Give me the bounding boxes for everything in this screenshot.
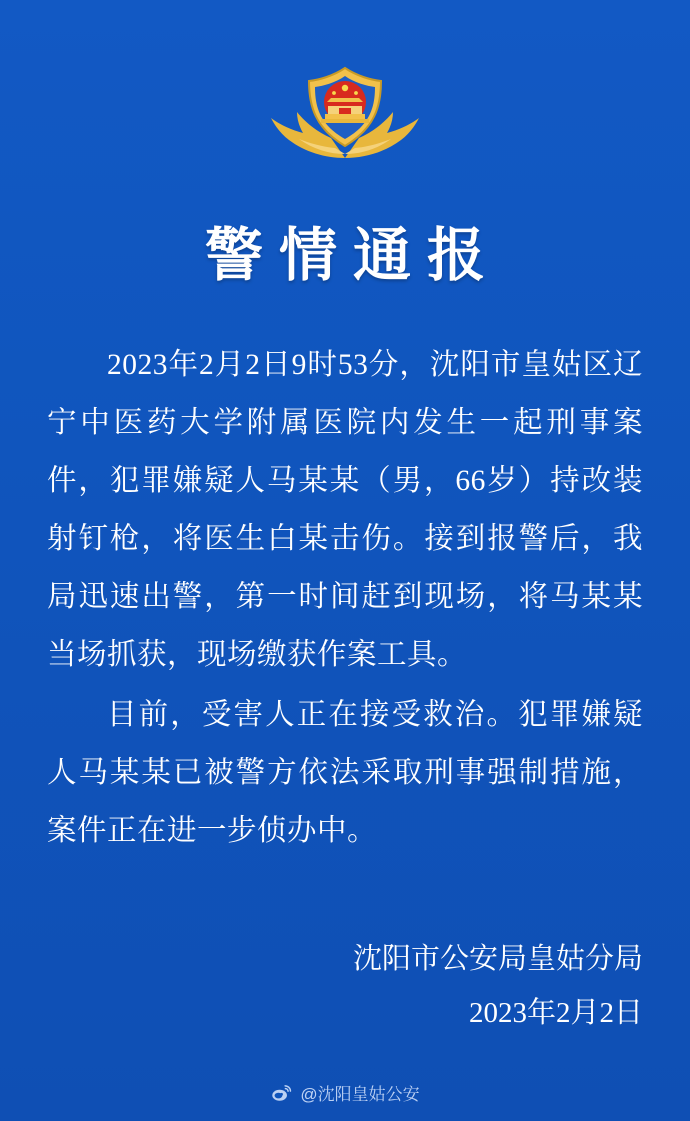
footer-attribution: [0, 1080, 690, 1105]
weibo-icon: [270, 1082, 292, 1104]
notice-paragraph-2: 目前，受害人正在接受救治。犯罪嫌疑人马某某已被警方依法采取刑事强制措施，案件正在进一步侦办中。: [47, 699, 643, 847]
notice-paragraph-1: 2023年2月2日9时53分，沈阳市皇姑区辽宁中医药大学附属医院内发生一起刑事案件，犯罪嫌疑人马某某（男，66岁）持改装射钉枪，将医生白某击伤。接到报警后，我局迅速出警，第一时间赶到现场，将马某某当场抓获，现场缴获作案工具。: [47, 349, 643, 671]
weibo-account-name[interactable]: @沈阳皇姑公安: [300, 1085, 420, 1104]
page-title: 警情通报: [204, 223, 501, 288]
police-badge-emblem-icon: [265, 62, 425, 182]
signature-date: 2023年2月2日: [468, 997, 643, 1029]
signature-block: [47, 932, 643, 1040]
signature-organization: 沈阳市公安局皇姑分局: [352, 943, 643, 975]
notice-body: [47, 336, 643, 862]
